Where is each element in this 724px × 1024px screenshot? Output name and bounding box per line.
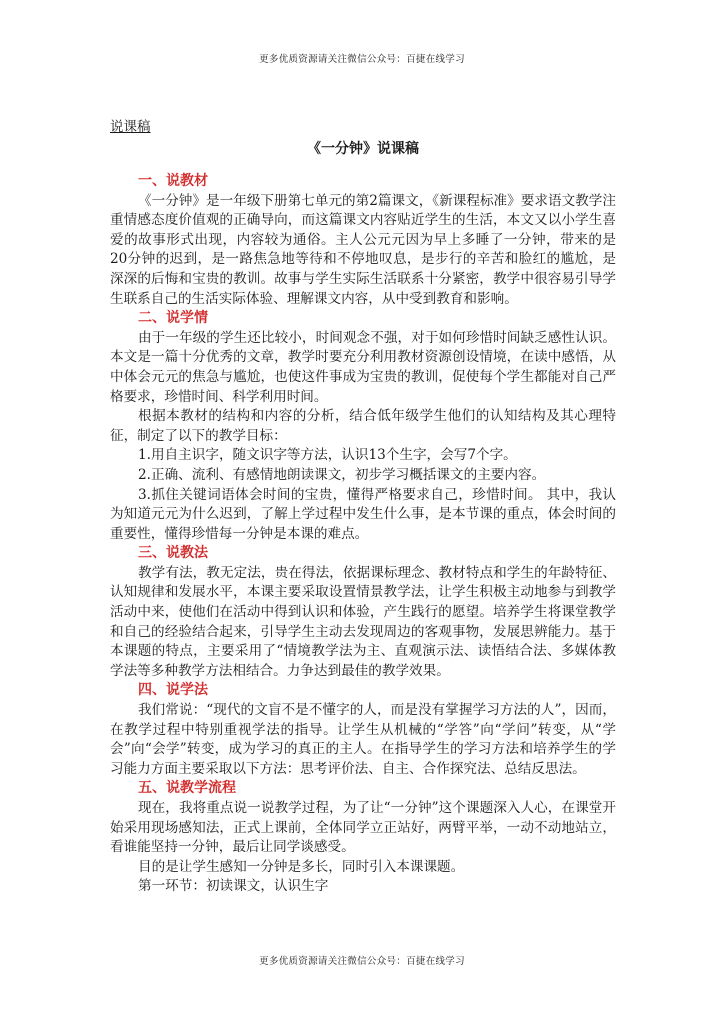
section-heading: 三、说教法 [138, 545, 208, 562]
goal-item: 2.正确、流利、有感情地朗读课文，初步学习概括课文的主要内容。 [138, 466, 546, 483]
document-body [110, 117, 616, 897]
document-label: 说课稿 [110, 119, 151, 135]
section-textbook [110, 172, 616, 309]
document-title: 《一分钟》说课稿 [307, 141, 419, 157]
section-teaching-methods [110, 544, 616, 681]
page-header: 更多优质资源请关注微信公众号：百捷在线学习 [259, 54, 465, 65]
paragraph: 第一环节：初读课文，认识生字 [138, 878, 329, 895]
section-heading: 一、说教材 [138, 173, 208, 189]
paragraph: 由于一年级的学生还比较小，时间观念不强，对于如何珍惜时间缺乏感性认识。本文是一篇十分优秀的文章，教学时要充分利用教材资源创设情境，在读中感悟，从中体会元元的焦急与尴尬，也使这件事成为宝贵的教训，促使每个学生都能对自己严格要求，珍惜时间、科学利用时间。 [110, 329, 616, 405]
paragraph: 教学有法，教无定法，贵在得法，依据课标理念、教材特点和学生的年龄特征、认知规律和发展水平，本课主要采取设置情景教学法，让学生积极主动地参与到教学活动中来，使他们在活动中得到认识和体验，产生践行的愿望。培养学生将课堂教学和自己的经验结合起来，引导学生主动去发现周边的客观事物，发展思辨能力。基于本课题的特点，主要采用了“情境教学法为主、直观演示法、读悟结合法、多媒体教学法等多种教学方法相结合。力争达到最佳的教学效果。 [110, 564, 616, 679]
section-heading: 二、说学情 [138, 310, 208, 327]
page-footer: 更多优质资源请关注微信公众号：百捷在线学习 [259, 956, 465, 967]
section-teaching-process [110, 779, 616, 897]
paragraph: 《一分钟》是一年级下册第七单元的第2篇课文，《新课程标准》要求语文教学注重情感态度价值观的正确导向，而这篇课文内容贴近学生的生活，本文又以小学生喜爱的故事形式出现，内容较为通俗。主人公元元因为早上多睡了一分钟，带来的是20分钟的迟到，是一路焦急地等待和不停地叹息，是步行的辛苦和脸红的尴尬，是深深的后悔和宝贵的教训。故事与学生实际生活联系十分紧密，教学中很容易引导学生联系自己的生活实际体验、理解课文内容，从中受到教育和影响。 [110, 192, 616, 307]
paragraph: 根据本教材的结构和内容的分析，结合低年级学生他们的认知结构及其心理特征，制定了以下的教学目标： [110, 408, 616, 444]
section-heading: 四、说学法 [138, 682, 208, 699]
goal-item: 1.用自主识字，随文识字等方法，认识13个生字，会写7个字。 [138, 447, 517, 464]
section-heading: 五、说教学流程 [138, 780, 236, 797]
paragraph: 我们常说：“现代的文盲不是不懂字的人，而是没有掌握学习方法的人”，因而，在教学过程中特别重视学法的指导。让学生从机械的“学答”向“学问”转变，从“学会”向“会学”转变，成为学习的真正的主人。在指导学生的学习方法和培养学生的学习能力方面主要采取以下方法：思考评价法、自主、合作探究法、总结反思法。 [110, 702, 616, 777]
paragraph: 目的是让学生感知一分钟是多长，同时引入本课课题。 [138, 858, 465, 875]
section-learning-methods [110, 681, 616, 779]
section-students [110, 309, 616, 544]
goal-item: 3.抓住关键词语体会时间的宝贵，懂得严格要求自己，珍惜时间。 其中，我认为知道元元为什么迟到，了解上学过程中发生什么事，是本节课的重点，体会时间的重要性，懂得珍惜每一分钟是本课的难点。 [110, 486, 616, 542]
paragraph: 现在，我将重点说一说教学过程，为了让“一分钟”这个课题深入人心，在课堂开始采用现场感知法，正式上课前，全体同学立正站好，两臂平举，一动不动地站立，看谁能坚持一分钟，最后让同学谈感受。 [110, 800, 616, 856]
